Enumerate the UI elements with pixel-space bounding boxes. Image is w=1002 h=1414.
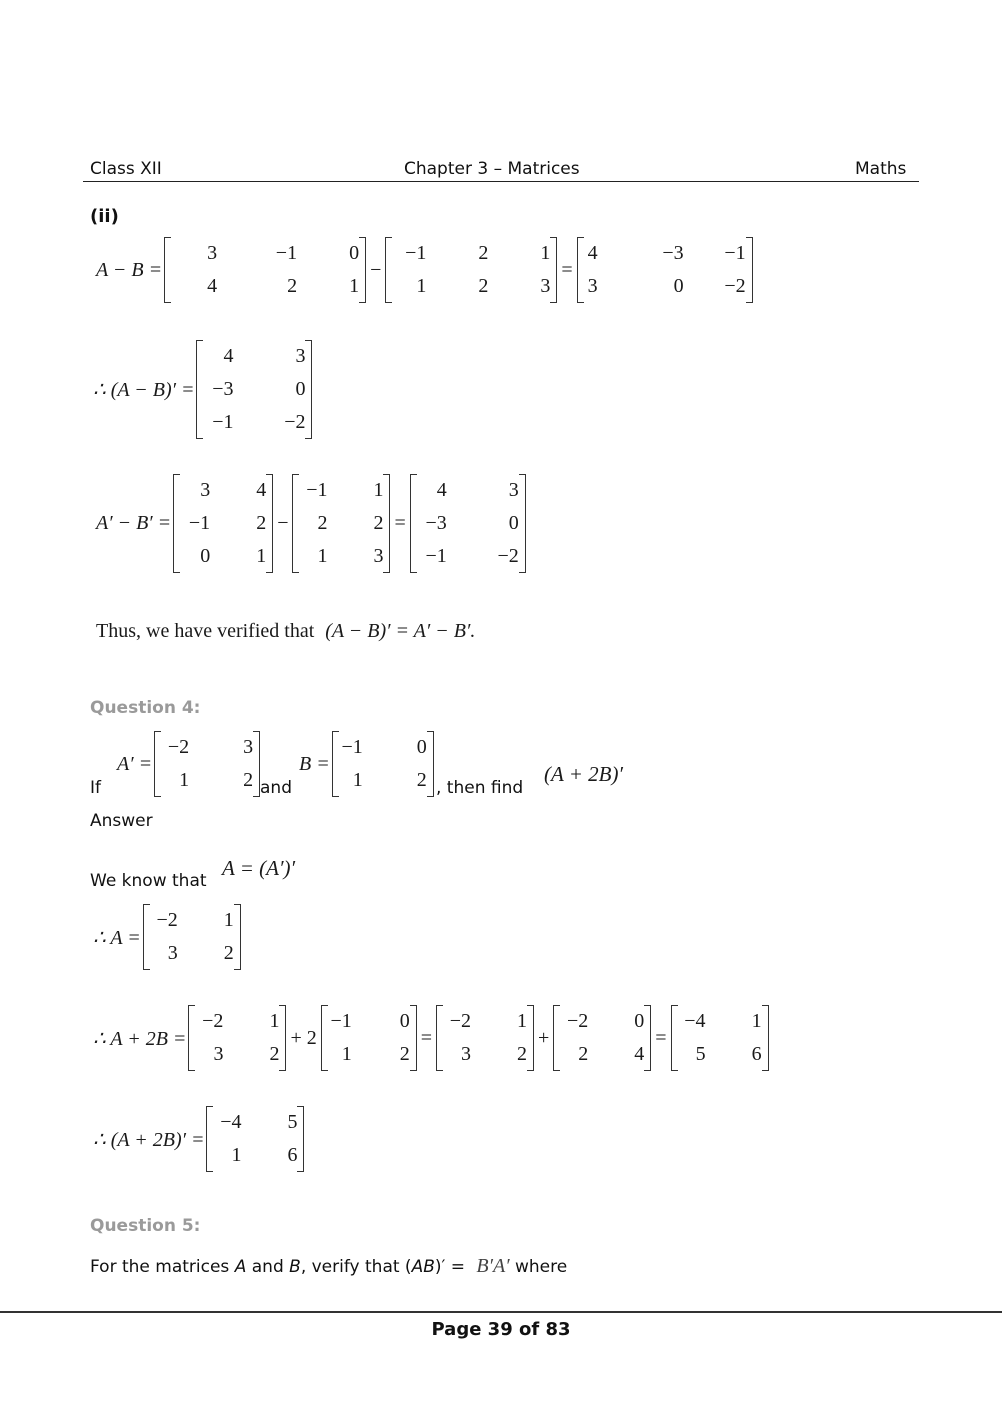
matrix-cell: 5 xyxy=(695,1043,706,1065)
matrix-cell: 4 xyxy=(634,1043,645,1065)
matrix-cell: 3 xyxy=(295,345,306,367)
matrix-cell: −1 xyxy=(212,411,234,433)
matrix-cell: 3 xyxy=(207,242,218,264)
part-label: (ii) xyxy=(90,206,119,227)
matrix xyxy=(292,474,390,573)
matrix-cell: 0 xyxy=(673,275,684,297)
matrix-cell: 3 xyxy=(167,942,178,964)
matrix-cell: −2 xyxy=(497,545,519,567)
matrix-cell: 1 xyxy=(179,769,190,791)
q5-var-ab: AB xyxy=(411,1257,435,1277)
matrix-cell: 0 xyxy=(349,242,360,264)
q5-var-b: B xyxy=(289,1257,301,1277)
matrix-cell: 0 xyxy=(399,1010,410,1032)
operator: = xyxy=(420,1026,432,1049)
matrix-cell: −2 xyxy=(284,411,306,433)
matrix-cell: −3 xyxy=(425,512,447,534)
matrix-cell: −1 xyxy=(405,242,427,264)
matrix-cell: −2 xyxy=(449,1010,471,1032)
matrix-cell: 4 xyxy=(256,479,267,501)
matrix-cell: 0 xyxy=(295,378,306,400)
matrix-cell: −3 xyxy=(212,378,234,400)
matrix-cell: 1 xyxy=(373,479,384,501)
q4-b-def xyxy=(299,731,436,797)
q4-find-expression: (A + 2B)′ xyxy=(544,762,624,786)
matrix xyxy=(410,474,526,573)
page-number: Page 39 of 83 xyxy=(431,1319,571,1340)
matrix-cell: 1 xyxy=(349,275,360,297)
matrix-cell: 4 xyxy=(436,479,447,501)
matrix-cell: −2 xyxy=(156,909,178,931)
matrix xyxy=(321,1005,417,1071)
equation-lhs: A′ − B′ = xyxy=(96,512,172,534)
matrix-cell: 4 xyxy=(207,275,218,297)
matrix-cell: 2 xyxy=(399,1043,410,1065)
matrix-cell: 5 xyxy=(287,1111,298,1133)
operator: − xyxy=(277,512,289,534)
q4-and-label: and xyxy=(260,778,292,798)
matrix-cell: 3 xyxy=(200,479,211,501)
matrix-cell: −4 xyxy=(220,1111,242,1133)
matrix xyxy=(332,731,434,797)
matrix-cell: 2 xyxy=(317,512,328,534)
operator: − xyxy=(370,258,382,281)
matrix-cell: 3 xyxy=(461,1043,471,1065)
question-5-text xyxy=(90,1255,567,1278)
equation-lhs: ∴ (A + 2B)′ = xyxy=(93,1128,205,1151)
matrix-cell: 2 xyxy=(256,512,267,534)
conclusion xyxy=(96,620,475,643)
matrix-cell: 0 xyxy=(200,545,211,567)
matrix-cell: −1 xyxy=(330,1010,352,1032)
matrix-cell: −1 xyxy=(306,479,328,501)
matrix-cell: 3 xyxy=(587,275,598,297)
matrix-cell: 3 xyxy=(243,736,254,758)
we-know-text: We know that xyxy=(90,871,207,891)
matrix-cell: 0 xyxy=(634,1010,645,1032)
matrix-cell: 1 xyxy=(751,1010,762,1032)
header-subject: Maths xyxy=(855,159,907,179)
equation-a-prime-minus-b-prime xyxy=(96,474,528,573)
equation-a xyxy=(93,904,243,970)
matrix xyxy=(671,1005,769,1071)
matrix-cell: −4 xyxy=(684,1010,706,1032)
matrix-cell: 3 xyxy=(373,545,384,567)
matrix-cell: 1 xyxy=(517,1010,527,1032)
matrix xyxy=(436,1005,534,1071)
matrix-cell: 1 xyxy=(317,545,328,567)
operator: = xyxy=(655,1026,667,1049)
q5-text-before: For the matrices xyxy=(90,1257,235,1277)
equation-lhs: ∴ (A − B)′ = xyxy=(93,379,195,401)
matrix-cell: 0 xyxy=(416,736,427,758)
q5-text-where: where xyxy=(509,1257,568,1277)
matrix-cell: 1 xyxy=(231,1144,242,1166)
matrix-cell: 1 xyxy=(341,1043,352,1065)
equation-lhs: ∴ A + 2B = xyxy=(93,1027,187,1050)
matrix-cell: 3 xyxy=(213,1043,224,1065)
matrix-cell: 1 xyxy=(540,242,551,264)
matrix xyxy=(173,474,273,573)
matrix-cell: 2 xyxy=(287,275,298,297)
equation-lhs: ∴ A = xyxy=(93,926,141,949)
header-class: Class XII xyxy=(90,159,162,179)
matrix xyxy=(553,1005,651,1071)
matrix-cell: −2 xyxy=(202,1010,224,1032)
matrix-cell: 0 xyxy=(508,512,519,534)
matrix-cell: 1 xyxy=(416,275,427,297)
operator: + xyxy=(538,1026,550,1049)
matrix-cell: 2 xyxy=(223,942,234,964)
matrix-cell: 1 xyxy=(256,545,267,567)
matrix xyxy=(206,1106,304,1172)
matrix-cell: −2 xyxy=(567,1010,589,1032)
operator: = xyxy=(394,512,406,534)
matrix-cell: 2 xyxy=(416,769,427,791)
matrix-cell: −1 xyxy=(188,512,211,534)
matrix-cell: 4 xyxy=(223,345,234,367)
question-5-heading: Question 5: xyxy=(90,1216,201,1236)
equation-lhs: B = xyxy=(299,752,330,775)
matrix-cell: 2 xyxy=(373,512,384,534)
we-know-math: A = (A′)′ xyxy=(222,856,296,880)
equation-lhs: A′ = xyxy=(117,752,153,775)
matrix xyxy=(154,731,260,797)
footer-divider xyxy=(0,1311,1002,1313)
answer-label: Answer xyxy=(90,811,153,831)
matrix xyxy=(196,340,312,439)
header-chapter: Chapter 3 – Matrices xyxy=(404,159,580,179)
matrix-cell: 2 xyxy=(243,769,254,791)
matrix xyxy=(385,237,557,303)
matrix-cell: −3 xyxy=(662,242,684,264)
matrix-cell: 2 xyxy=(517,1043,527,1065)
matrix-cell: 1 xyxy=(269,1010,280,1032)
matrix-cell: −1 xyxy=(275,242,298,264)
operator: + 2 xyxy=(290,1026,317,1049)
question-4-heading: Question 4: xyxy=(90,698,201,718)
matrix xyxy=(188,1005,286,1071)
matrix-cell: 3 xyxy=(540,275,551,297)
matrix xyxy=(577,237,753,303)
matrix-cell: −2 xyxy=(167,736,190,758)
conclusion-math: (A − B)′ = A′ − B′. xyxy=(325,620,476,642)
operator: = xyxy=(561,258,573,281)
matrix-cell: −2 xyxy=(724,275,746,297)
equation-transpose-a-minus-b xyxy=(93,340,314,439)
q4-if-label: If xyxy=(90,778,101,798)
q5-math-rhs: B′A′ xyxy=(476,1255,510,1277)
equation-lhs: A − B = xyxy=(96,258,163,281)
matrix-cell: 2 xyxy=(578,1043,589,1065)
matrix xyxy=(164,237,366,303)
matrix-cell: 2 xyxy=(269,1043,280,1065)
q4-a-prime-def xyxy=(117,731,262,797)
matrix-cell: 6 xyxy=(751,1043,762,1065)
matrix-cell: 1 xyxy=(223,909,234,931)
conclusion-text: Thus, we have verified that xyxy=(96,620,315,642)
header-divider xyxy=(83,181,919,182)
q5-text-prime-eq: )′ = xyxy=(434,1257,471,1277)
matrix-cell: −1 xyxy=(341,736,363,758)
matrix-cell: 1 xyxy=(352,769,363,791)
equation-result-transpose xyxy=(93,1106,306,1172)
matrix-cell: −1 xyxy=(724,242,746,264)
equation-a-plus-2b xyxy=(93,1005,771,1071)
matrix-cell: 3 xyxy=(508,479,519,501)
matrix-cell: 2 xyxy=(478,275,489,297)
matrix-cell: −1 xyxy=(425,545,447,567)
matrix-cell: 6 xyxy=(287,1144,298,1166)
matrix-cell: 4 xyxy=(587,242,598,264)
q4-then-find: , then find xyxy=(436,778,524,798)
q5-var-a: A xyxy=(234,1257,247,1277)
matrix-cell: 2 xyxy=(478,242,489,264)
matrix xyxy=(143,904,241,970)
equation-a-minus-b xyxy=(96,237,755,303)
q5-text-verify: , verify that ( xyxy=(300,1257,412,1277)
q5-text-and: and xyxy=(246,1257,290,1277)
